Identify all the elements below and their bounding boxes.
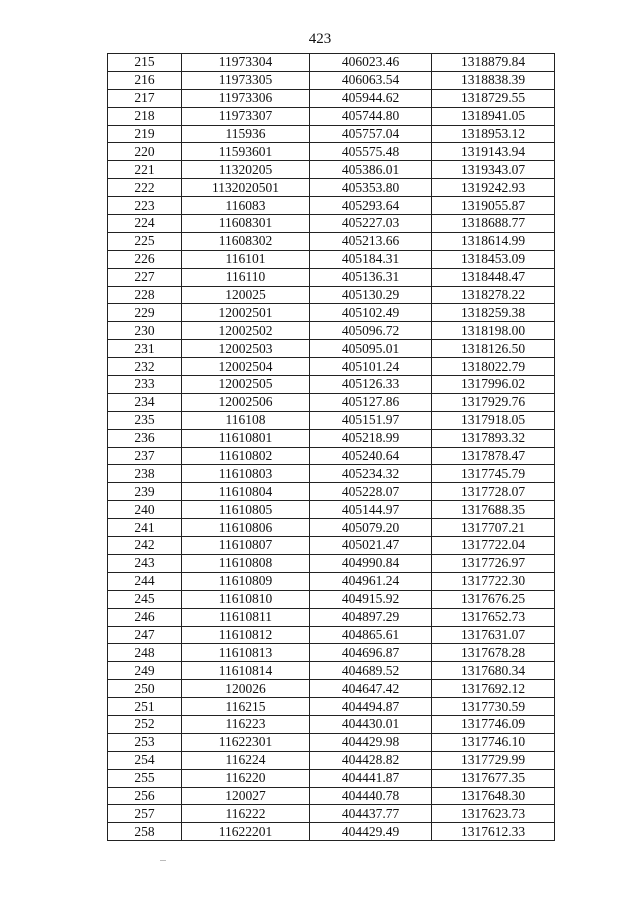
x-coordinate-cell: 405127.86	[310, 393, 432, 411]
point-id-cell: 116083	[182, 197, 310, 215]
point-id-cell: 1132020501	[182, 179, 310, 197]
y-coordinate-cell: 1317729.99	[432, 751, 555, 769]
x-coordinate-cell: 405096.72	[310, 322, 432, 340]
x-coordinate-cell: 404430.01	[310, 715, 432, 733]
point-number-cell: 258	[108, 823, 182, 841]
x-coordinate-cell: 405386.01	[310, 161, 432, 179]
point-number-cell: 239	[108, 483, 182, 501]
point-id-cell: 116101	[182, 250, 310, 268]
x-coordinate-cell: 405095.01	[310, 340, 432, 358]
y-coordinate-cell: 1318729.55	[432, 89, 555, 107]
table-row	[108, 626, 555, 644]
y-coordinate-cell: 1318879.84	[432, 54, 555, 72]
table-row	[108, 680, 555, 698]
table-row	[108, 393, 555, 411]
x-coordinate-cell: 405102.49	[310, 304, 432, 322]
table-row	[108, 483, 555, 501]
point-number-cell: 232	[108, 358, 182, 376]
table-row	[108, 376, 555, 394]
point-id-cell: 12002501	[182, 304, 310, 322]
point-number-cell: 234	[108, 393, 182, 411]
x-coordinate-cell: 404915.92	[310, 590, 432, 608]
x-coordinate-cell: 405757.04	[310, 125, 432, 143]
table-row	[108, 608, 555, 626]
y-coordinate-cell: 1317746.09	[432, 715, 555, 733]
x-coordinate-cell: 405744.80	[310, 107, 432, 125]
point-number-cell: 254	[108, 751, 182, 769]
point-id-cell: 11610802	[182, 447, 310, 465]
y-coordinate-cell: 1317631.07	[432, 626, 555, 644]
x-coordinate-cell: 404961.24	[310, 572, 432, 590]
point-id-cell: 11610801	[182, 429, 310, 447]
y-coordinate-cell: 1317707.21	[432, 519, 555, 537]
point-number-cell: 243	[108, 554, 182, 572]
y-coordinate-cell: 1317745.79	[432, 465, 555, 483]
y-coordinate-cell: 1318022.79	[432, 358, 555, 376]
point-number-cell: 231	[108, 340, 182, 358]
x-coordinate-cell: 404689.52	[310, 662, 432, 680]
point-number-cell: 230	[108, 322, 182, 340]
table-row	[108, 519, 555, 537]
point-number-cell: 220	[108, 143, 182, 161]
y-coordinate-cell: 1318838.39	[432, 71, 555, 89]
x-coordinate-cell: 404437.77	[310, 805, 432, 823]
point-number-cell: 224	[108, 215, 182, 233]
point-id-cell: 12002504	[182, 358, 310, 376]
table-row	[108, 54, 555, 72]
y-coordinate-cell: 1317692.12	[432, 680, 555, 698]
x-coordinate-cell: 405126.33	[310, 376, 432, 394]
y-coordinate-cell: 1317728.07	[432, 483, 555, 501]
point-number-cell: 223	[108, 197, 182, 215]
point-number-cell: 236	[108, 429, 182, 447]
point-id-cell: 11608301	[182, 215, 310, 233]
y-coordinate-cell: 1317688.35	[432, 501, 555, 519]
point-number-cell: 235	[108, 411, 182, 429]
point-id-cell: 120027	[182, 787, 310, 805]
coordinates-table	[107, 53, 555, 841]
y-coordinate-cell: 1317722.04	[432, 537, 555, 555]
table-row	[108, 71, 555, 89]
y-coordinate-cell: 1317918.05	[432, 411, 555, 429]
y-coordinate-cell: 1317726.97	[432, 554, 555, 572]
x-coordinate-cell: 405227.03	[310, 215, 432, 233]
table-row	[108, 340, 555, 358]
point-number-cell: 248	[108, 644, 182, 662]
point-id-cell: 116220	[182, 769, 310, 787]
point-number-cell: 227	[108, 268, 182, 286]
page-number: 423	[308, 31, 332, 47]
scan-mark	[160, 860, 166, 861]
y-coordinate-cell: 1318953.12	[432, 125, 555, 143]
y-coordinate-cell: 1317680.34	[432, 662, 555, 680]
table-row	[108, 590, 555, 608]
point-id-cell: 11610806	[182, 519, 310, 537]
y-coordinate-cell: 1318448.47	[432, 268, 555, 286]
y-coordinate-cell: 1317678.28	[432, 644, 555, 662]
point-id-cell: 120025	[182, 286, 310, 304]
x-coordinate-cell: 404428.82	[310, 751, 432, 769]
coordinates-table-body	[108, 54, 555, 841]
point-number-cell: 240	[108, 501, 182, 519]
y-coordinate-cell: 1317652.73	[432, 608, 555, 626]
point-id-cell: 11610809	[182, 572, 310, 590]
y-coordinate-cell: 1317878.47	[432, 447, 555, 465]
table-row	[108, 447, 555, 465]
point-number-cell: 249	[108, 662, 182, 680]
point-number-cell: 221	[108, 161, 182, 179]
x-coordinate-cell: 405144.97	[310, 501, 432, 519]
y-coordinate-cell: 1317730.59	[432, 698, 555, 716]
y-coordinate-cell: 1318259.38	[432, 304, 555, 322]
point-id-cell: 11610803	[182, 465, 310, 483]
point-id-cell: 11610813	[182, 644, 310, 662]
x-coordinate-cell: 405228.07	[310, 483, 432, 501]
table-row	[108, 411, 555, 429]
y-coordinate-cell: 1318614.99	[432, 232, 555, 250]
table-row	[108, 769, 555, 787]
point-id-cell: 11610812	[182, 626, 310, 644]
point-id-cell: 11610805	[182, 501, 310, 519]
point-number-cell: 237	[108, 447, 182, 465]
table-row	[108, 751, 555, 769]
table-row	[108, 358, 555, 376]
point-id-cell: 116215	[182, 698, 310, 716]
point-id-cell: 116223	[182, 715, 310, 733]
point-id-cell: 11610808	[182, 554, 310, 572]
x-coordinate-cell: 404494.87	[310, 698, 432, 716]
point-number-cell: 233	[108, 376, 182, 394]
table-row	[108, 644, 555, 662]
y-coordinate-cell: 1317996.02	[432, 376, 555, 394]
point-id-cell: 11608302	[182, 232, 310, 250]
y-coordinate-cell: 1317648.30	[432, 787, 555, 805]
point-id-cell: 11610814	[182, 662, 310, 680]
table-row	[108, 304, 555, 322]
table-row	[108, 554, 555, 572]
table-row	[108, 501, 555, 519]
point-id-cell: 12002503	[182, 340, 310, 358]
x-coordinate-cell: 405101.24	[310, 358, 432, 376]
table-row	[108, 89, 555, 107]
y-coordinate-cell: 1317677.35	[432, 769, 555, 787]
point-number-cell: 256	[108, 787, 182, 805]
point-number-cell: 242	[108, 537, 182, 555]
point-number-cell: 247	[108, 626, 182, 644]
x-coordinate-cell: 404696.87	[310, 644, 432, 662]
point-id-cell: 11320205	[182, 161, 310, 179]
x-coordinate-cell: 405218.99	[310, 429, 432, 447]
point-number-cell: 245	[108, 590, 182, 608]
table-row	[108, 787, 555, 805]
x-coordinate-cell: 406063.54	[310, 71, 432, 89]
table-row	[108, 733, 555, 751]
point-number-cell: 255	[108, 769, 182, 787]
y-coordinate-cell: 1318941.05	[432, 107, 555, 125]
y-coordinate-cell: 1317722.30	[432, 572, 555, 590]
x-coordinate-cell: 404990.84	[310, 554, 432, 572]
point-id-cell: 11622301	[182, 733, 310, 751]
table-row	[108, 125, 555, 143]
point-number-cell: 238	[108, 465, 182, 483]
point-number-cell: 253	[108, 733, 182, 751]
x-coordinate-cell: 405136.31	[310, 268, 432, 286]
table-row	[108, 161, 555, 179]
point-id-cell: 12002502	[182, 322, 310, 340]
x-coordinate-cell: 405151.97	[310, 411, 432, 429]
x-coordinate-cell: 405944.62	[310, 89, 432, 107]
table-row	[108, 250, 555, 268]
table-row	[108, 805, 555, 823]
y-coordinate-cell: 1317623.73	[432, 805, 555, 823]
x-coordinate-cell: 405213.66	[310, 232, 432, 250]
point-number-cell: 217	[108, 89, 182, 107]
y-coordinate-cell: 1318126.50	[432, 340, 555, 358]
table-row	[108, 143, 555, 161]
table-row	[108, 715, 555, 733]
table-row	[108, 232, 555, 250]
point-number-cell: 219	[108, 125, 182, 143]
y-coordinate-cell: 1317676.25	[432, 590, 555, 608]
table-row	[108, 107, 555, 125]
y-coordinate-cell: 1319143.94	[432, 143, 555, 161]
point-id-cell: 11973304	[182, 54, 310, 72]
point-number-cell: 216	[108, 71, 182, 89]
y-coordinate-cell: 1319343.07	[432, 161, 555, 179]
point-number-cell: 218	[108, 107, 182, 125]
point-id-cell: 116110	[182, 268, 310, 286]
x-coordinate-cell: 404429.49	[310, 823, 432, 841]
point-number-cell: 226	[108, 250, 182, 268]
table-row	[108, 179, 555, 197]
table-row	[108, 698, 555, 716]
y-coordinate-cell: 1317929.76	[432, 393, 555, 411]
y-coordinate-cell: 1319242.93	[432, 179, 555, 197]
point-id-cell: 115936	[182, 125, 310, 143]
table-row	[108, 537, 555, 555]
point-number-cell: 225	[108, 232, 182, 250]
x-coordinate-cell: 404429.98	[310, 733, 432, 751]
x-coordinate-cell: 404440.78	[310, 787, 432, 805]
x-coordinate-cell: 405575.48	[310, 143, 432, 161]
x-coordinate-cell: 404865.61	[310, 626, 432, 644]
x-coordinate-cell: 404441.87	[310, 769, 432, 787]
x-coordinate-cell: 406023.46	[310, 54, 432, 72]
table-row	[108, 429, 555, 447]
point-number-cell: 257	[108, 805, 182, 823]
point-id-cell: 120026	[182, 680, 310, 698]
y-coordinate-cell: 1317893.32	[432, 429, 555, 447]
point-number-cell: 229	[108, 304, 182, 322]
point-id-cell: 11973306	[182, 89, 310, 107]
table-row	[108, 197, 555, 215]
x-coordinate-cell: 404897.29	[310, 608, 432, 626]
point-number-cell: 228	[108, 286, 182, 304]
point-id-cell: 11973307	[182, 107, 310, 125]
point-number-cell: 252	[108, 715, 182, 733]
point-id-cell: 11593601	[182, 143, 310, 161]
y-coordinate-cell: 1318198.00	[432, 322, 555, 340]
table-row	[108, 465, 555, 483]
point-number-cell: 215	[108, 54, 182, 72]
point-id-cell: 116108	[182, 411, 310, 429]
point-id-cell: 11973305	[182, 71, 310, 89]
point-id-cell: 11610807	[182, 537, 310, 555]
x-coordinate-cell: 405234.32	[310, 465, 432, 483]
x-coordinate-cell: 405293.64	[310, 197, 432, 215]
point-id-cell: 11622201	[182, 823, 310, 841]
x-coordinate-cell: 405184.31	[310, 250, 432, 268]
y-coordinate-cell: 1319055.87	[432, 197, 555, 215]
point-id-cell: 11610811	[182, 608, 310, 626]
y-coordinate-cell: 1318453.09	[432, 250, 555, 268]
table-row	[108, 572, 555, 590]
table-row	[108, 215, 555, 233]
x-coordinate-cell: 404647.42	[310, 680, 432, 698]
y-coordinate-cell: 1318688.77	[432, 215, 555, 233]
point-id-cell: 12002506	[182, 393, 310, 411]
x-coordinate-cell: 405130.29	[310, 286, 432, 304]
table-row	[108, 322, 555, 340]
point-number-cell: 241	[108, 519, 182, 537]
table-row	[108, 823, 555, 841]
point-id-cell: 11610810	[182, 590, 310, 608]
point-id-cell: 12002505	[182, 376, 310, 394]
point-id-cell: 11610804	[182, 483, 310, 501]
point-number-cell: 250	[108, 680, 182, 698]
table-row	[108, 286, 555, 304]
point-id-cell: 116222	[182, 805, 310, 823]
x-coordinate-cell: 405021.47	[310, 537, 432, 555]
y-coordinate-cell: 1317746.10	[432, 733, 555, 751]
table-row	[108, 268, 555, 286]
table-row	[108, 662, 555, 680]
point-number-cell: 251	[108, 698, 182, 716]
point-number-cell: 244	[108, 572, 182, 590]
point-number-cell: 246	[108, 608, 182, 626]
point-number-cell: 222	[108, 179, 182, 197]
x-coordinate-cell: 405240.64	[310, 447, 432, 465]
point-id-cell: 116224	[182, 751, 310, 769]
y-coordinate-cell: 1318278.22	[432, 286, 555, 304]
x-coordinate-cell: 405353.80	[310, 179, 432, 197]
y-coordinate-cell: 1317612.33	[432, 823, 555, 841]
x-coordinate-cell: 405079.20	[310, 519, 432, 537]
